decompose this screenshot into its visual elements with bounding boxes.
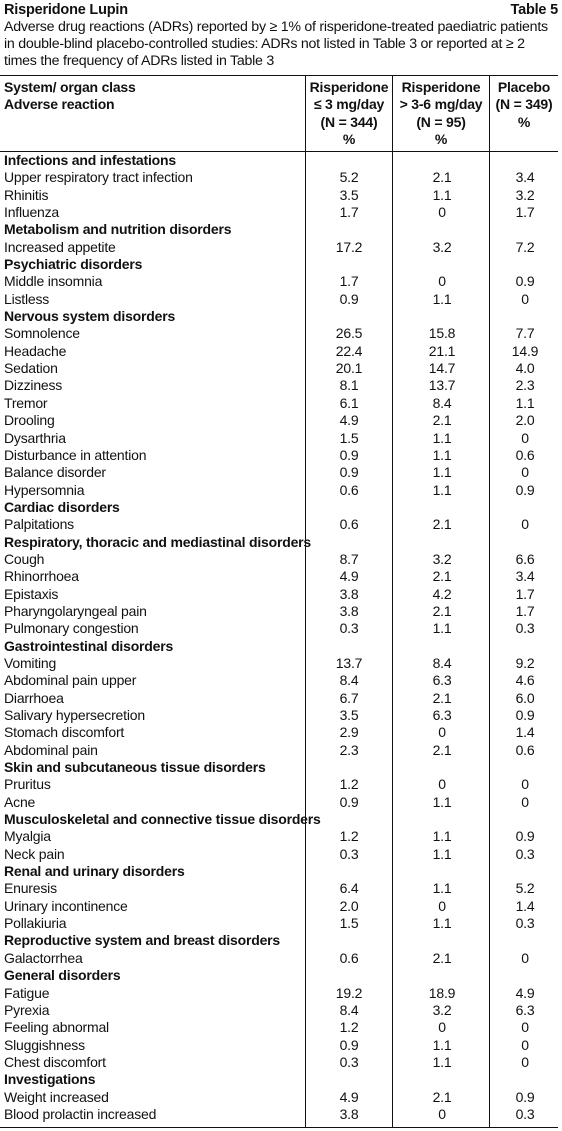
risperidone-high-value: 1.1 xyxy=(432,828,452,845)
table-row xyxy=(0,516,558,533)
placebo-value: 0 xyxy=(521,1036,529,1053)
adverse-reaction-label: Blood prolactin increased xyxy=(4,1105,157,1122)
category-label: General disorders xyxy=(4,967,121,984)
table-row xyxy=(0,395,558,412)
risperidone-low-value: 8.7 xyxy=(339,550,359,567)
table-row xyxy=(0,742,558,759)
risperidone-high-value: 0 xyxy=(438,776,446,793)
risperidone-low-value: 6.7 xyxy=(339,689,359,706)
placebo-value: 1.7 xyxy=(515,204,535,221)
category-row xyxy=(0,638,558,655)
placebo-value: 0.3 xyxy=(515,915,535,932)
placebo-value: 4.0 xyxy=(515,360,535,377)
adverse-reaction-label: Dizziness xyxy=(4,377,63,394)
placebo-value: 4.6 xyxy=(515,672,535,689)
risperidone-high-value: 6.3 xyxy=(432,672,452,689)
adverse-reaction-label: Balance disorder xyxy=(4,464,106,481)
table-row xyxy=(0,1089,558,1106)
header-line: Placebo xyxy=(497,79,551,95)
risperidone-high-value: 4.2 xyxy=(432,585,452,602)
adverse-reaction-label: Drooling xyxy=(4,412,55,429)
placebo-value: 2.3 xyxy=(515,377,535,394)
risperidone-low-value: 2.0 xyxy=(339,897,359,914)
risperidone-high-value: 2.1 xyxy=(432,516,452,533)
category-label: Gastrointestinal disorders xyxy=(4,637,174,654)
placebo-value: 7.7 xyxy=(515,325,535,342)
table-row xyxy=(0,204,558,221)
table-row xyxy=(0,985,558,1002)
table-row xyxy=(0,239,558,256)
table-row xyxy=(0,169,558,186)
adverse-reaction-label: Headache xyxy=(4,342,67,359)
placebo-value: 0.9 xyxy=(515,707,535,723)
risperidone-low-value: 19.2 xyxy=(335,984,363,1001)
header-line: (N = 349) xyxy=(495,96,553,113)
adverse-reaction-label: Increased appetite xyxy=(4,238,116,255)
risperidone-low-value: 0.3 xyxy=(339,1053,359,1070)
placebo-value: 0 xyxy=(521,1019,529,1036)
table-row xyxy=(0,655,558,672)
placebo-value: 0.9 xyxy=(515,828,535,845)
table-bottom-rule xyxy=(0,1127,558,1128)
adverse-reaction-label: Influenza xyxy=(4,204,60,221)
adverse-reaction-label: Rhinitis xyxy=(4,186,49,203)
adverse-reaction-label: Pollakiuria xyxy=(4,915,67,932)
placebo-value: 0 xyxy=(521,516,529,533)
placebo-value: 0.9 xyxy=(515,481,535,498)
adverse-reaction-label: Urinary incontinence xyxy=(4,897,128,914)
table-label: Table 5 xyxy=(510,2,558,18)
adverse-reaction-label: Salivary hypersecretion xyxy=(4,707,145,723)
table-caption: Adverse drug reactions (ADRs) reported by ≥ 1% of risperidone-treated paediatric patients in double-blind placebo-controlled studies: ADRs not listed in Table 3 or reported at ≥ 2 times the frequency of ADRs listed in Table 3 xyxy=(4,19,548,70)
risperidone-high-value: 1.1 xyxy=(432,186,452,203)
table-row xyxy=(0,551,558,568)
table-row xyxy=(0,447,558,464)
category-label: Skin and subcutaneous tissue disorders xyxy=(4,759,266,776)
adverse-reaction-label: Stomach discomfort xyxy=(4,724,125,741)
adverse-reaction-label: Chest discomfort xyxy=(4,1053,106,1070)
adverse-reaction-label: Myalgia xyxy=(4,828,51,845)
risperidone-low-value: 22.4 xyxy=(335,342,363,359)
placebo-value: 0 xyxy=(521,776,529,793)
category-row xyxy=(0,534,558,551)
category-row xyxy=(0,152,558,169)
table-row xyxy=(0,482,558,499)
risperidone-low-value: 26.5 xyxy=(335,325,363,342)
placebo-value: 0 xyxy=(521,949,529,966)
risperidone-high-value: 8.4 xyxy=(432,394,452,411)
risperidone-high-value: 1.1 xyxy=(432,464,452,481)
adverse-reaction-label: Rhinorrhoea xyxy=(4,568,79,585)
placebo-value: 1.4 xyxy=(515,724,535,741)
adverse-reaction-label: Enuresis xyxy=(4,880,57,897)
risperidone-high-value: 1.1 xyxy=(432,880,452,897)
table-row xyxy=(0,1106,558,1123)
table-row xyxy=(0,464,558,481)
placebo-value: 0 xyxy=(521,793,529,810)
adverse-reaction-label: Pyrexia xyxy=(4,1001,50,1018)
adverse-reaction-label: Listless xyxy=(4,290,50,307)
placebo-value: 0 xyxy=(521,1053,529,1070)
table-row xyxy=(0,690,558,707)
risperidone-low-value: 4.9 xyxy=(339,1088,359,1105)
table-row xyxy=(0,794,558,811)
placebo-value: 4.9 xyxy=(515,984,535,1001)
risperidone-low-value: 1.2 xyxy=(339,776,359,793)
category-label: Respiratory, thoracic and mediastinal disorders xyxy=(4,533,311,550)
table-row xyxy=(0,430,558,447)
category-row xyxy=(0,499,558,516)
risperidone-high-value: 3.2 xyxy=(432,1001,452,1018)
risperidone-low-value: 3.5 xyxy=(339,186,359,203)
risperidone-low-value: 8.4 xyxy=(339,1001,359,1018)
table-row xyxy=(0,291,558,308)
adverse-reaction-label: Palpitations xyxy=(4,516,74,533)
risperidone-high-value: 0 xyxy=(438,204,446,221)
adverse-reaction-label: Epistaxis xyxy=(4,585,59,602)
placebo-value: 2.0 xyxy=(515,412,535,429)
category-label: Reproductive system and breast disorders xyxy=(4,932,280,949)
category-row xyxy=(0,967,558,984)
risperidone-high-value: 1.1 xyxy=(432,620,452,637)
category-row xyxy=(0,221,558,238)
placebo-value: 0.3 xyxy=(515,845,535,862)
category-row xyxy=(0,256,558,273)
risperidone-low-value: 6.4 xyxy=(339,880,359,897)
table-row xyxy=(0,377,558,394)
risperidone-high-value: 0 xyxy=(438,724,446,741)
header-placebo xyxy=(490,79,558,131)
adverse-reaction-label: Middle insomnia xyxy=(4,273,103,290)
header-line: > 3-6 mg/day xyxy=(399,96,483,113)
adverse-reaction-label: Somnolence xyxy=(4,325,80,342)
placebo-value: 6.6 xyxy=(515,550,535,567)
risperidone-high-value: 3.2 xyxy=(432,550,452,567)
risperidone-high-value: 2.1 xyxy=(432,741,452,758)
risperidone-high-value: 1.1 xyxy=(432,793,452,810)
adverse-reaction-label: Abdominal pain upper xyxy=(4,672,137,689)
risperidone-low-value: 0.6 xyxy=(339,481,359,498)
risperidone-high-value: 13.7 xyxy=(428,377,456,394)
category-label: Renal and urinary disorders xyxy=(4,863,185,880)
header-risperidone-low xyxy=(306,79,392,148)
table-row xyxy=(0,412,558,429)
risperidone-high-value: 2.1 xyxy=(432,689,452,706)
placebo-value: 0 xyxy=(521,464,529,481)
table-row xyxy=(0,776,558,793)
risperidone-high-value: 1.1 xyxy=(432,915,452,932)
category-row xyxy=(0,863,558,880)
risperidone-low-value: 0.3 xyxy=(339,845,359,862)
risperidone-low-value: 3.8 xyxy=(339,585,359,602)
table-row xyxy=(0,343,558,360)
category-row xyxy=(0,308,558,325)
placebo-value: 0.3 xyxy=(515,1105,535,1122)
header-line: % xyxy=(434,130,448,147)
adverse-reaction-label: Weight increased xyxy=(4,1088,109,1105)
placebo-value: 5.2 xyxy=(515,880,535,897)
placebo-value: 7.2 xyxy=(515,238,535,255)
risperidone-low-value: 1.5 xyxy=(339,429,359,446)
adverse-reaction-label: Upper respiratory tract infection xyxy=(4,169,193,186)
adverse-reaction-label: Pharyngolaryngeal pain xyxy=(4,602,147,619)
risperidone-low-value: 0.6 xyxy=(339,516,359,533)
table-body xyxy=(0,152,558,1123)
table-row xyxy=(0,273,558,290)
risperidone-low-value: 1.7 xyxy=(339,273,359,290)
header-line: ≤ 3 mg/day xyxy=(313,96,385,113)
table-row xyxy=(0,828,558,845)
category-label: Nervous system disorders xyxy=(4,308,176,325)
table-row xyxy=(0,187,558,204)
placebo-value: 1.1 xyxy=(515,394,535,411)
risperidone-low-value: 13.7 xyxy=(335,654,363,671)
adverse-reaction-label: Tremor xyxy=(4,394,48,411)
table-row xyxy=(0,568,558,585)
table-row xyxy=(0,1019,558,1036)
risperidone-high-value: 2.1 xyxy=(432,568,452,585)
risperidone-high-value: 8.4 xyxy=(432,654,452,671)
risperidone-high-value: 0 xyxy=(438,1019,446,1036)
adverse-reaction-label: Dysarthria xyxy=(4,429,66,446)
table-row xyxy=(0,620,558,637)
adverse-reaction-label: Abdominal pain xyxy=(4,741,98,758)
placebo-value: 0.6 xyxy=(515,446,535,463)
table-row xyxy=(0,1002,558,1019)
risperidone-high-value: 2.1 xyxy=(432,412,452,429)
table-row xyxy=(0,724,558,741)
risperidone-high-value: 3.2 xyxy=(432,238,452,255)
title-row xyxy=(4,2,558,19)
category-row xyxy=(0,759,558,776)
risperidone-low-value: 0.9 xyxy=(339,464,359,481)
adverse-reaction-label: Sluggishness xyxy=(4,1036,85,1053)
placebo-value: 1.7 xyxy=(515,585,535,602)
placebo-value: 0 xyxy=(521,290,529,307)
risperidone-low-value: 1.2 xyxy=(339,828,359,845)
placebo-value: 0.6 xyxy=(515,741,535,758)
placebo-value: 6.0 xyxy=(515,689,535,706)
header-line: (N = 344) xyxy=(320,113,378,130)
adverse-reaction-label: Hypersomnia xyxy=(4,481,85,498)
adverse-reaction-label: Diarrhoea xyxy=(4,689,64,706)
adverse-reaction-label: Disturbance in attention xyxy=(4,446,147,463)
risperidone-low-value: 3.8 xyxy=(339,602,359,619)
adverse-reaction-label: Feeling abnormal xyxy=(4,1019,109,1036)
risperidone-low-value: 5.2 xyxy=(339,169,359,186)
adverse-reaction-label: Vomiting xyxy=(4,654,57,671)
risperidone-low-value: 4.9 xyxy=(339,412,359,429)
adverse-reaction-label: Fatigue xyxy=(4,984,50,1001)
risperidone-low-value: 0.3 xyxy=(339,620,359,637)
table-row xyxy=(0,1037,558,1054)
placebo-value: 1.4 xyxy=(515,897,535,914)
risperidone-low-value: 0.9 xyxy=(339,290,359,307)
placebo-value: 9.2 xyxy=(515,654,535,671)
table-row xyxy=(0,672,558,689)
header-line: Risperidone xyxy=(309,79,389,95)
table-row xyxy=(0,898,558,915)
header-line: % xyxy=(342,130,356,147)
header-system-organ-class xyxy=(4,79,136,114)
risperidone-high-value: 2.1 xyxy=(432,949,452,966)
risperidone-high-value: 21.1 xyxy=(428,342,456,359)
risperidone-high-value: 6.3 xyxy=(432,707,452,723)
adverse-reaction-label: Pruritus xyxy=(4,776,51,793)
risperidone-high-value: 18.9 xyxy=(428,984,456,1001)
header-line: System/ organ class xyxy=(4,79,136,95)
header-line: % xyxy=(517,113,531,130)
placebo-value: 6.3 xyxy=(515,1001,535,1018)
risperidone-low-value: 3.8 xyxy=(339,1105,359,1122)
risperidone-high-value: 2.1 xyxy=(432,602,452,619)
placebo-value: 1.7 xyxy=(515,602,535,619)
category-label: Metabolism and nutrition disorders xyxy=(4,221,232,238)
risperidone-high-value: 1.1 xyxy=(432,845,452,862)
placebo-value: 3.4 xyxy=(515,568,535,585)
risperidone-high-value: 2.1 xyxy=(432,169,452,186)
category-label: Infections and infestations xyxy=(4,152,176,168)
category-row xyxy=(0,811,558,828)
risperidone-low-value: 0.9 xyxy=(339,793,359,810)
placebo-value: 0 xyxy=(521,429,529,446)
risperidone-high-value: 1.1 xyxy=(432,429,452,446)
category-label: Musculoskeletal and connective tissue disorders xyxy=(4,811,321,828)
table-row xyxy=(0,950,558,967)
table-row xyxy=(0,707,558,724)
risperidone-high-value: 1.1 xyxy=(432,481,452,498)
table-row xyxy=(0,586,558,603)
table-row xyxy=(0,325,558,342)
header-line: Adverse reaction xyxy=(4,96,115,113)
adverse-reaction-label: Pulmonary congestion xyxy=(4,620,139,637)
risperidone-low-value: 0.9 xyxy=(339,446,359,463)
risperidone-high-value: 1.1 xyxy=(432,1036,452,1053)
table-row xyxy=(0,1054,558,1071)
placebo-value: 3.2 xyxy=(515,186,535,203)
risperidone-high-value: 15.8 xyxy=(428,325,456,342)
category-label: Cardiac disorders xyxy=(4,498,120,515)
adverse-reaction-label: Acne xyxy=(4,793,36,810)
risperidone-low-value: 2.9 xyxy=(339,724,359,741)
risperidone-low-value: 1.7 xyxy=(339,204,359,221)
table-row xyxy=(0,846,558,863)
risperidone-low-value: 3.5 xyxy=(339,707,359,723)
placebo-value: 3.4 xyxy=(515,169,535,186)
risperidone-low-value: 1.2 xyxy=(339,1019,359,1036)
risperidone-low-value: 8.1 xyxy=(339,377,359,394)
risperidone-high-value: 2.1 xyxy=(432,1088,452,1105)
risperidone-low-value: 4.9 xyxy=(339,568,359,585)
header-line: (N = 95) xyxy=(416,113,466,130)
risperidone-high-value: 0 xyxy=(438,273,446,290)
table-row xyxy=(0,360,558,377)
category-row xyxy=(0,1071,558,1088)
risperidone-low-value: 17.2 xyxy=(335,238,363,255)
header-line: Risperidone xyxy=(401,79,481,95)
placebo-value: 0.9 xyxy=(515,1088,535,1105)
category-label: Psychiatric disorders xyxy=(4,256,143,273)
risperidone-low-value: 2.3 xyxy=(339,741,359,758)
risperidone-low-value: 1.5 xyxy=(339,915,359,932)
adverse-reaction-label: Neck pain xyxy=(4,845,65,862)
risperidone-high-value: 0 xyxy=(438,1105,446,1122)
risperidone-low-value: 8.4 xyxy=(339,672,359,689)
risperidone-high-value: 1.1 xyxy=(432,290,452,307)
table-row xyxy=(0,915,558,932)
adverse-reaction-label: Cough xyxy=(4,550,45,567)
document-title: Risperidone Lupin xyxy=(4,2,128,18)
adverse-reaction-label: Sedation xyxy=(4,360,58,377)
risperidone-high-value: 0 xyxy=(438,897,446,914)
risperidone-low-value: 0.6 xyxy=(339,949,359,966)
risperidone-high-value: 1.1 xyxy=(432,446,452,463)
category-label: Investigations xyxy=(4,1071,96,1088)
adverse-reaction-label: Galactorrhea xyxy=(4,949,83,966)
table-row xyxy=(0,603,558,620)
category-row xyxy=(0,932,558,949)
header-risperidone-high xyxy=(393,79,489,148)
table-top-rule xyxy=(0,75,558,76)
placebo-value: 0.3 xyxy=(515,620,535,637)
risperidone-low-value: 0.9 xyxy=(339,1036,359,1053)
risperidone-high-value: 14.7 xyxy=(428,360,456,377)
risperidone-low-value: 6.1 xyxy=(339,394,359,411)
placebo-value: 14.9 xyxy=(511,342,539,359)
risperidone-high-value: 1.1 xyxy=(432,1053,452,1070)
placebo-value: 0.9 xyxy=(515,273,535,290)
risperidone-low-value: 20.1 xyxy=(335,360,363,377)
table-row xyxy=(0,880,558,897)
